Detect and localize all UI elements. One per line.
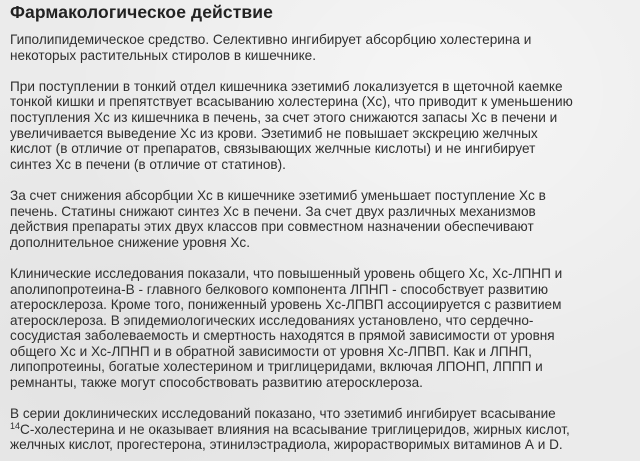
article-content [10,0,634,453]
paragraph-5 [10,406,634,453]
paragraph-line: аполипопротеина-В - главного белкового компонента ЛПНП - способствует развитию [10,281,549,297]
paragraph-line-rest: С-холестерина и не оказывает влияния на всасывание триглицеридов, жирных кислот, [20,421,570,437]
paragraph-line: атеросклероза. В эпидемиологических исследованиях установлено, что сердечно- [10,312,534,328]
paragraph-4 [10,266,634,391]
paragraph-line: При поступлении в тонкий отдел кишечника эзетимиб локализуется в щеточной каемке [10,78,563,94]
isotope-superscript: 14 [10,420,21,431]
paragraph-line: атеросклероза. Кроме того, пониженный уровень Хс-ЛПВП ассоциируется с развитием [10,297,562,313]
paragraph-line: действия препараты этих двух классов при совместном назначении обеспечивают [10,219,534,235]
paragraph-line: ремнанты, также могут способствовать развитию атеросклероза. [10,375,423,391]
paragraph-line: некоторых растительных стиролов в кишечнике. [10,47,317,63]
paragraph-line: За счет снижения абсорбции Хс в кишечнике эзетимиб уменьшает поступление Хс в [10,187,546,203]
paragraph-line: поступления Хс из кишечника в печень, за счет этого снижаются запасы Хс в печени и [10,109,558,125]
paragraph-line: сосудистая заболеваемость и смертность находятся в прямой зависимости от уровня [10,328,555,344]
paragraph-2 [10,79,634,173]
paragraph-line: В серии доклинических исследований показано, что эзетимиб ингибирует всасывание [10,406,556,422]
paragraph-line: кислот (в отличие от препаратов, связывающих желчные кислоты) и не ингибирует [10,141,536,157]
paragraph-line: тонкой кишки и препятствует всасыванию холестерина (Хс), что приводит к уменьшению [10,94,573,110]
paragraph-line: Клинические исследования показали, что повышенный уровень общего Хс, Хс-ЛПНП и [10,265,563,281]
paragraph-line: Гиполипидемическое средство. Селективно ингибирует абсорбцию холестерина и [10,32,532,47]
paragraph-line: печень. Статины снижают синтез Хс в печени. За счет двух различных механизмов [10,203,536,219]
paragraph-line-with-superscript [10,422,570,438]
paragraph-line: увеличивается выведение Хс из крови. Эзетимиб не повышает экскрецию желчных [10,125,538,141]
paragraph-3 [10,188,634,250]
section-heading: Фармакологическое действие [10,2,273,22]
paragraph-line: желчных кислот, прогестерона, этинилэстрадиола, жирорастворимых витаминов А и D. [10,437,563,453]
paragraph-1 [10,32,634,63]
paragraph-line: дополнительное снижение уровня Хс. [10,234,251,250]
paragraph-line: липопротеины, богатые холестерином и триглицеридами, включая ЛПОНП, ЛППП и [10,359,543,375]
paragraph-line: синтез Хс в печени (в отличие от статинов). [10,156,286,172]
paragraph-line: общего Хс и Хс-ЛПНП и в обратной зависимости от уровня Хс-ЛПВП. Как и ЛПНП, [10,343,532,359]
